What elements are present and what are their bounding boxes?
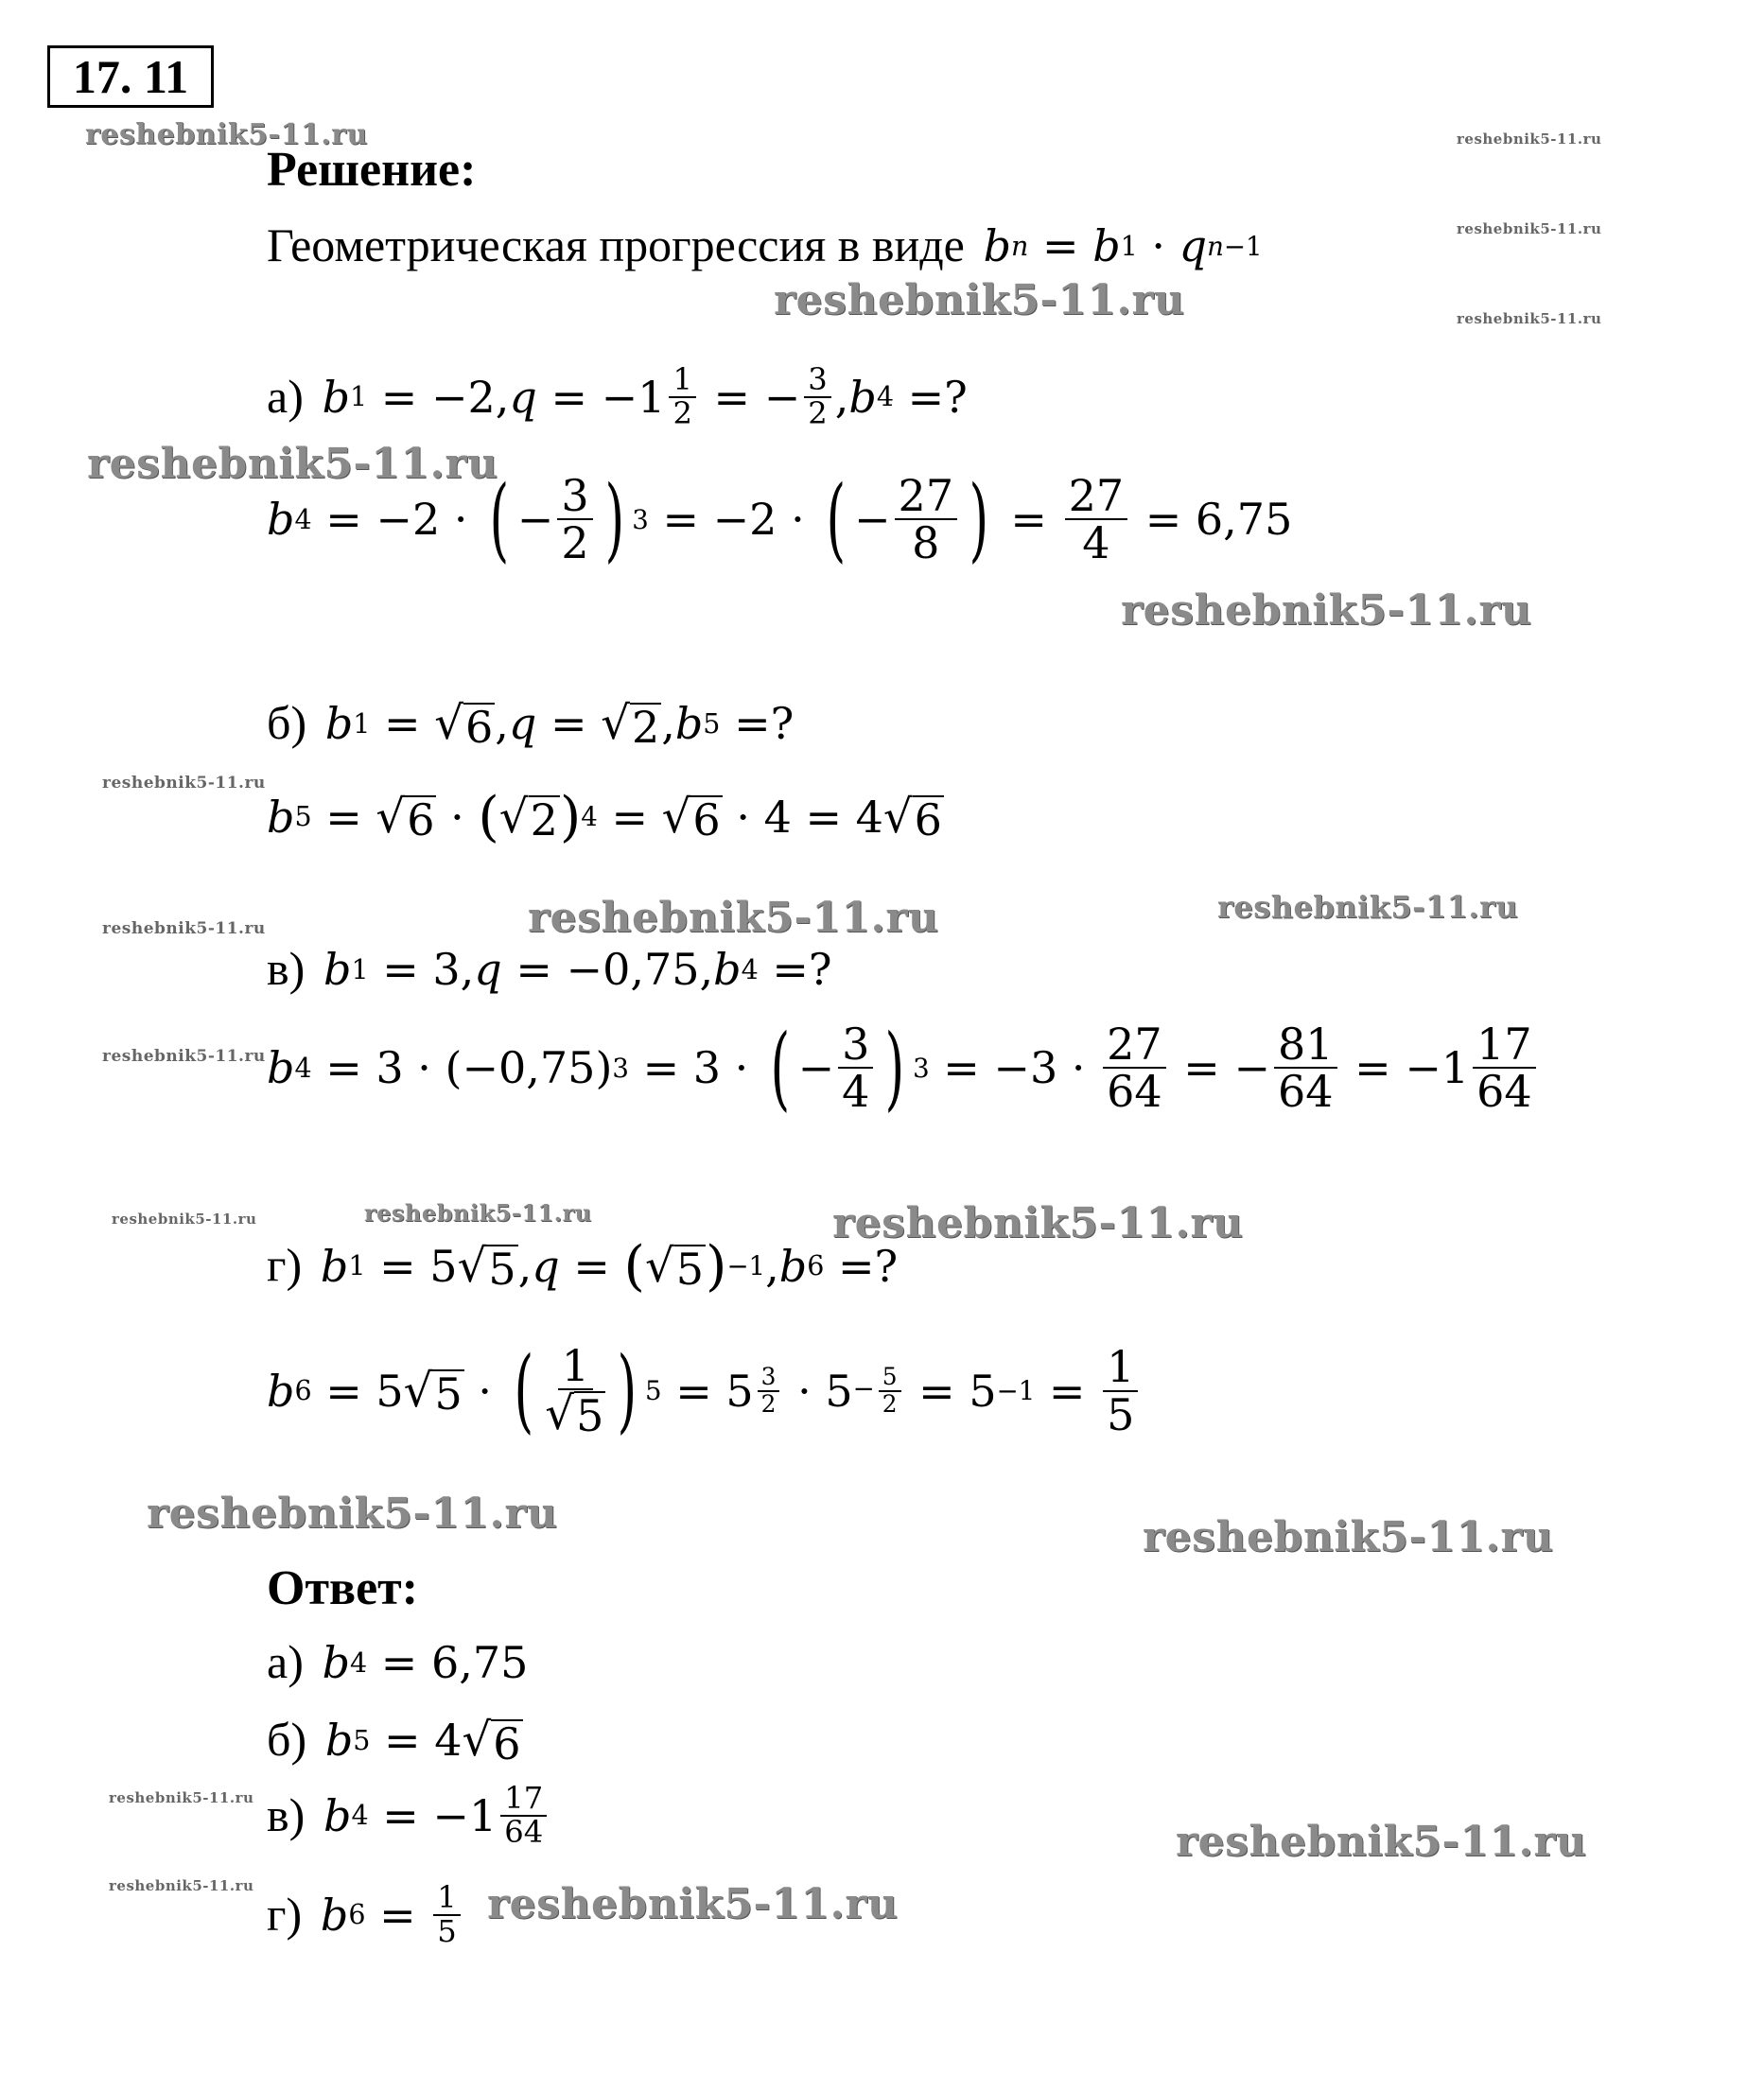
part-v-given: в) b 1 = 3, q = −0,75, b 4 =? [267,942,832,995]
answer-a-value: 6,75 [430,1637,529,1688]
watermark: reshebnik5-11.ru [147,1490,558,1538]
watermark: reshebnik5-11.ru [109,1877,254,1894]
part-b-given: б) b 1 = √ 6 , q = √ 2 , b 5 =? [267,696,795,753]
watermark: reshebnik5-11.ru [85,118,368,151]
answer-g-num: 1 [433,1882,460,1916]
watermark: reshebnik5-11.ru [1457,220,1602,237]
watermark: reshebnik5-11.ru [1457,131,1602,148]
answer-b: б) b 5 = 4 √ 6 [267,1713,521,1769]
watermark: reshebnik5-11.ru [364,1199,592,1227]
watermark: reshebnik5-11.ru [487,1880,899,1928]
watermark: reshebnik5-11.ru [87,440,498,488]
answer-v-num: 17 [500,1783,547,1817]
answer-g-den: 5 [437,1912,457,1949]
part-g-solution: b 6 = 5 √ 5 · ( 1 √ 5 ) 5 = 5 $\frac{3}{2}$ · 5 − $\frac{5}{2}$ = 5 −1 = $\frac{1}{5}$ [267,1343,1142,1438]
part-label: в) [267,1787,306,1841]
watermark: reshebnik5-11.ru [1121,586,1532,635]
watermark: reshebnik5-11.ru [1217,889,1519,925]
watermark: reshebnik5-11.ru [1457,310,1602,327]
part-a-given: а) b 1 = −2, q = −1 $\frac{1}{2}$ = − $\frac{3}{2}$ , b 4 =? [267,361,968,431]
part-b-solution: b 5 = √ 6 · ( √ 2 ) 4 = √ 6 · 4 = 4 √ 6 [267,785,942,848]
answer-v-int: 1 [468,1789,498,1841]
part-label: в) [267,942,306,995]
watermark: reshebnik5-11.ru [1176,1818,1587,1866]
part-label: г) [267,1238,303,1292]
intro-text: Геометрическая прогрессия в виде [267,218,965,271]
watermark: reshebnik5-11.ru [832,1199,1244,1247]
answer-heading: Ответ: [267,1561,419,1615]
watermark: reshebnik5-11.ru [102,1047,266,1066]
answer-v-den: 64 [504,1813,544,1850]
answer-a: а) b 4 = 6,75 [267,1635,529,1688]
part-a-solution: b 4 = −2 · ( − $\frac{3}{2}$ ) 3 = −2 · ( − $\frac{27}{8}$ ) = $\frac{27}{4}$ = 6,75 [267,465,1293,572]
watermark: reshebnik5-11.ru [1143,1513,1554,1561]
answer-g: г) b 6 = $\frac{1}{5}$ [267,1882,464,1948]
intro-line [267,218,1263,272]
problem-number: 17. 11 [47,45,214,108]
watermark: reshebnik5-11.ru [112,1211,257,1228]
part-label: г) [267,1887,303,1941]
part-label: а) [267,369,304,423]
watermark: reshebnik5-11.ru [528,894,939,942]
part-g-given: г) b 1 = 5 √ 5 , q = ( √ 5 ) −1 , b 6 =? [267,1234,899,1298]
part-v-solution: b 4 = 3 · (−0,75) 3 = 3 · ( − $\frac{3}{4}$ ) 3 = −3 · $\frac{27}{64}$ = − $\frac{81}{64}$ = −1 $\frac{17}{64}$ [267,1021,1540,1115]
watermark: reshebnik5-11.ru [774,276,1185,324]
watermark: reshebnik5-11.ru [102,919,266,938]
watermark: reshebnik5-11.ru [102,774,266,793]
answer-v: в) b 4 = − 1 $\frac{17}{64}$ [267,1783,550,1849]
watermark: reshebnik5-11.ru [109,1789,254,1806]
part-label: б) [267,1713,307,1766]
solution-heading: Решение: [267,143,477,197]
formula: b n = b 1 · q n−1 [983,220,1263,271]
part-label: б) [267,696,307,749]
part-label: а) [267,1635,304,1688]
